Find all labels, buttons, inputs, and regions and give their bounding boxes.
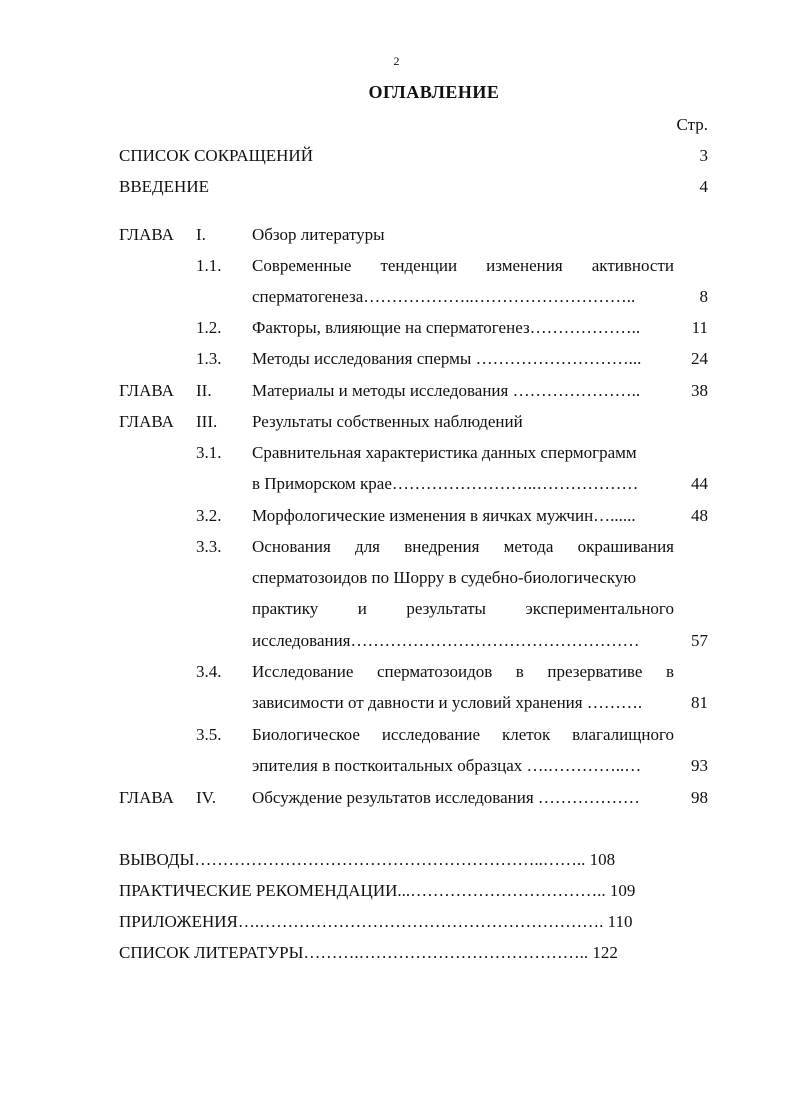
toc-text: Факторы, влияющие на сперматогенез………………..	[252, 318, 641, 337]
toc-text-line: зависимости от давности и условий хранения ……….	[252, 693, 643, 712]
toc-text: Материалы и методы исследования …………………..	[252, 381, 641, 400]
word: и	[357, 599, 367, 618]
toc-text: Методы исследования спермы ………………………...	[252, 349, 642, 368]
toc-appendices[interactable]	[0, 912, 793, 940]
toc-page: 4	[699, 177, 708, 196]
toc-section-3-4[interactable]	[0, 662, 793, 690]
toc-section-3-5[interactable]	[0, 725, 793, 753]
toc-label: ПРАКТИЧЕСКИЕ РЕКОМЕНДАЦИИ...…………………………….. 109	[119, 881, 636, 900]
toc-chapter-label: ГЛАВА	[119, 412, 174, 431]
toc-section-3-3-cont[interactable]	[0, 568, 793, 596]
word: Современные	[252, 256, 352, 275]
toc-text-line: исследования……………………………………………	[252, 631, 640, 650]
word: результаты	[406, 599, 486, 618]
toc-section-3-3[interactable]	[0, 537, 793, 565]
toc-section-3-5-cont[interactable]	[0, 756, 793, 784]
word: практику	[252, 599, 319, 618]
toc-label: ВВЕДЕНИЕ	[119, 177, 209, 196]
toc-section-1-1[interactable]	[0, 256, 793, 284]
toc-text-line: эпителия в посткоитальных образцах ….…………..…	[252, 756, 642, 775]
word: метода	[503, 537, 554, 556]
toc-label: ВЫВОДЫ……………………………………………………..…….. 108	[119, 850, 616, 869]
toc-page: 48	[691, 506, 708, 525]
toc-page: 3	[699, 146, 708, 165]
toc-text-line	[252, 599, 674, 619]
toc-chapter-2[interactable]	[0, 381, 793, 409]
toc-section-1-2[interactable]	[0, 318, 793, 346]
toc-chapter-4[interactable]	[0, 788, 793, 816]
toc-section-number: 3.2.	[196, 506, 222, 525]
toc-section-3-2[interactable]	[0, 506, 793, 534]
toc-section-1-3[interactable]	[0, 349, 793, 377]
word: презервативе	[547, 662, 643, 681]
toc-section-number: 1.2.	[196, 318, 222, 337]
toc-text-line	[252, 662, 674, 682]
toc-chapter-label: ГЛАВА	[119, 225, 174, 244]
toc-section-number: 3.5.	[196, 725, 222, 744]
page-title: ОГЛАВЛЕНИЕ	[368, 82, 500, 102]
toc-chapter-3[interactable]	[0, 412, 793, 440]
toc-label: ПРИЛОЖЕНИЯ….……………………………………………………. 110	[119, 912, 633, 931]
toc-text-line	[252, 537, 674, 557]
toc-intro[interactable]	[0, 177, 793, 205]
word: экспериментального	[525, 599, 674, 618]
toc-chapter-1[interactable]	[0, 225, 793, 253]
word: влагалищного	[572, 725, 674, 744]
toc-text-line	[252, 256, 674, 276]
toc-chapter-roman: III.	[196, 412, 218, 431]
toc-text-line: сперматогенеза………………..………………………..	[252, 287, 636, 306]
toc-abbreviations[interactable]	[0, 146, 793, 174]
toc-section-3-1-cont[interactable]	[0, 474, 793, 502]
word: в	[515, 662, 524, 681]
toc-text-line: сперматозоидов по Шорру в судебно-биологическую	[252, 568, 637, 587]
word: внедрения	[404, 537, 480, 556]
toc-section-3-4-cont[interactable]	[0, 693, 793, 721]
page-number: 2	[393, 54, 400, 68]
word: изменения	[486, 256, 563, 275]
toc-label: СПИСОК ЛИТЕРАТУРЫ……….………………………………….. 122	[119, 943, 618, 962]
toc-page: 81	[691, 693, 708, 712]
word: исследование	[381, 725, 481, 744]
toc-page: 38	[691, 381, 708, 400]
word: клеток	[501, 725, 551, 744]
toc-section-number: 3.1.	[196, 443, 222, 462]
toc-section-3-3-cont2[interactable]	[0, 599, 793, 627]
page-column-header: Стр.	[676, 115, 708, 134]
toc-section-3-1[interactable]	[0, 443, 793, 471]
toc-section-3-3-cont3[interactable]	[0, 631, 793, 659]
word: Биологическое	[252, 725, 360, 744]
toc-page: 24	[691, 349, 708, 368]
toc-recommendations[interactable]	[0, 881, 793, 909]
toc-chapter-label: ГЛАВА	[119, 381, 174, 400]
toc-chapter-roman: I.	[196, 225, 206, 244]
toc-page: 93	[691, 756, 708, 775]
toc-text: Морфологические изменения в яичках мужчин…......	[252, 506, 636, 525]
toc-text: Обзор литературы	[252, 225, 385, 244]
toc-chapter-roman: IV.	[196, 788, 216, 807]
word: Основания	[252, 537, 331, 556]
toc-text: Обсуждение результатов исследования ………………	[252, 788, 640, 807]
toc-section-number: 1.1.	[196, 256, 222, 275]
word: окрашивания	[577, 537, 674, 556]
toc-section-number: 1.3.	[196, 349, 222, 368]
toc-text-line	[252, 725, 674, 745]
toc-references[interactable]	[0, 943, 793, 971]
toc-label: СПИСОК СОКРАЩЕНИЙ	[119, 146, 313, 165]
toc-chapter-roman: II.	[196, 381, 212, 400]
toc-conclusions[interactable]	[0, 850, 793, 878]
toc-section-number: 3.4.	[196, 662, 222, 681]
toc-section-number: 3.3.	[196, 537, 222, 556]
toc-section-1-1-cont[interactable]	[0, 287, 793, 315]
word: активности	[591, 256, 674, 275]
toc-chapter-label: ГЛАВА	[119, 788, 174, 807]
toc-text-line: в Приморском крае……………………..………………	[252, 474, 639, 493]
toc-page: 11	[691, 318, 708, 337]
word: сперматозоидов	[376, 662, 493, 681]
word: в	[665, 662, 674, 681]
word: Исследование	[252, 662, 354, 681]
word: тенденции	[380, 256, 458, 275]
toc-page: 57	[691, 631, 708, 650]
toc-page: 44	[691, 474, 708, 493]
toc-page: 98	[691, 788, 708, 807]
toc-page: 8	[699, 287, 708, 306]
word: для	[355, 537, 380, 556]
toc-text-line: Сравнительная характеристика данных спермограмм	[252, 443, 637, 462]
toc-text: Результаты собственных наблюдений	[252, 412, 523, 431]
